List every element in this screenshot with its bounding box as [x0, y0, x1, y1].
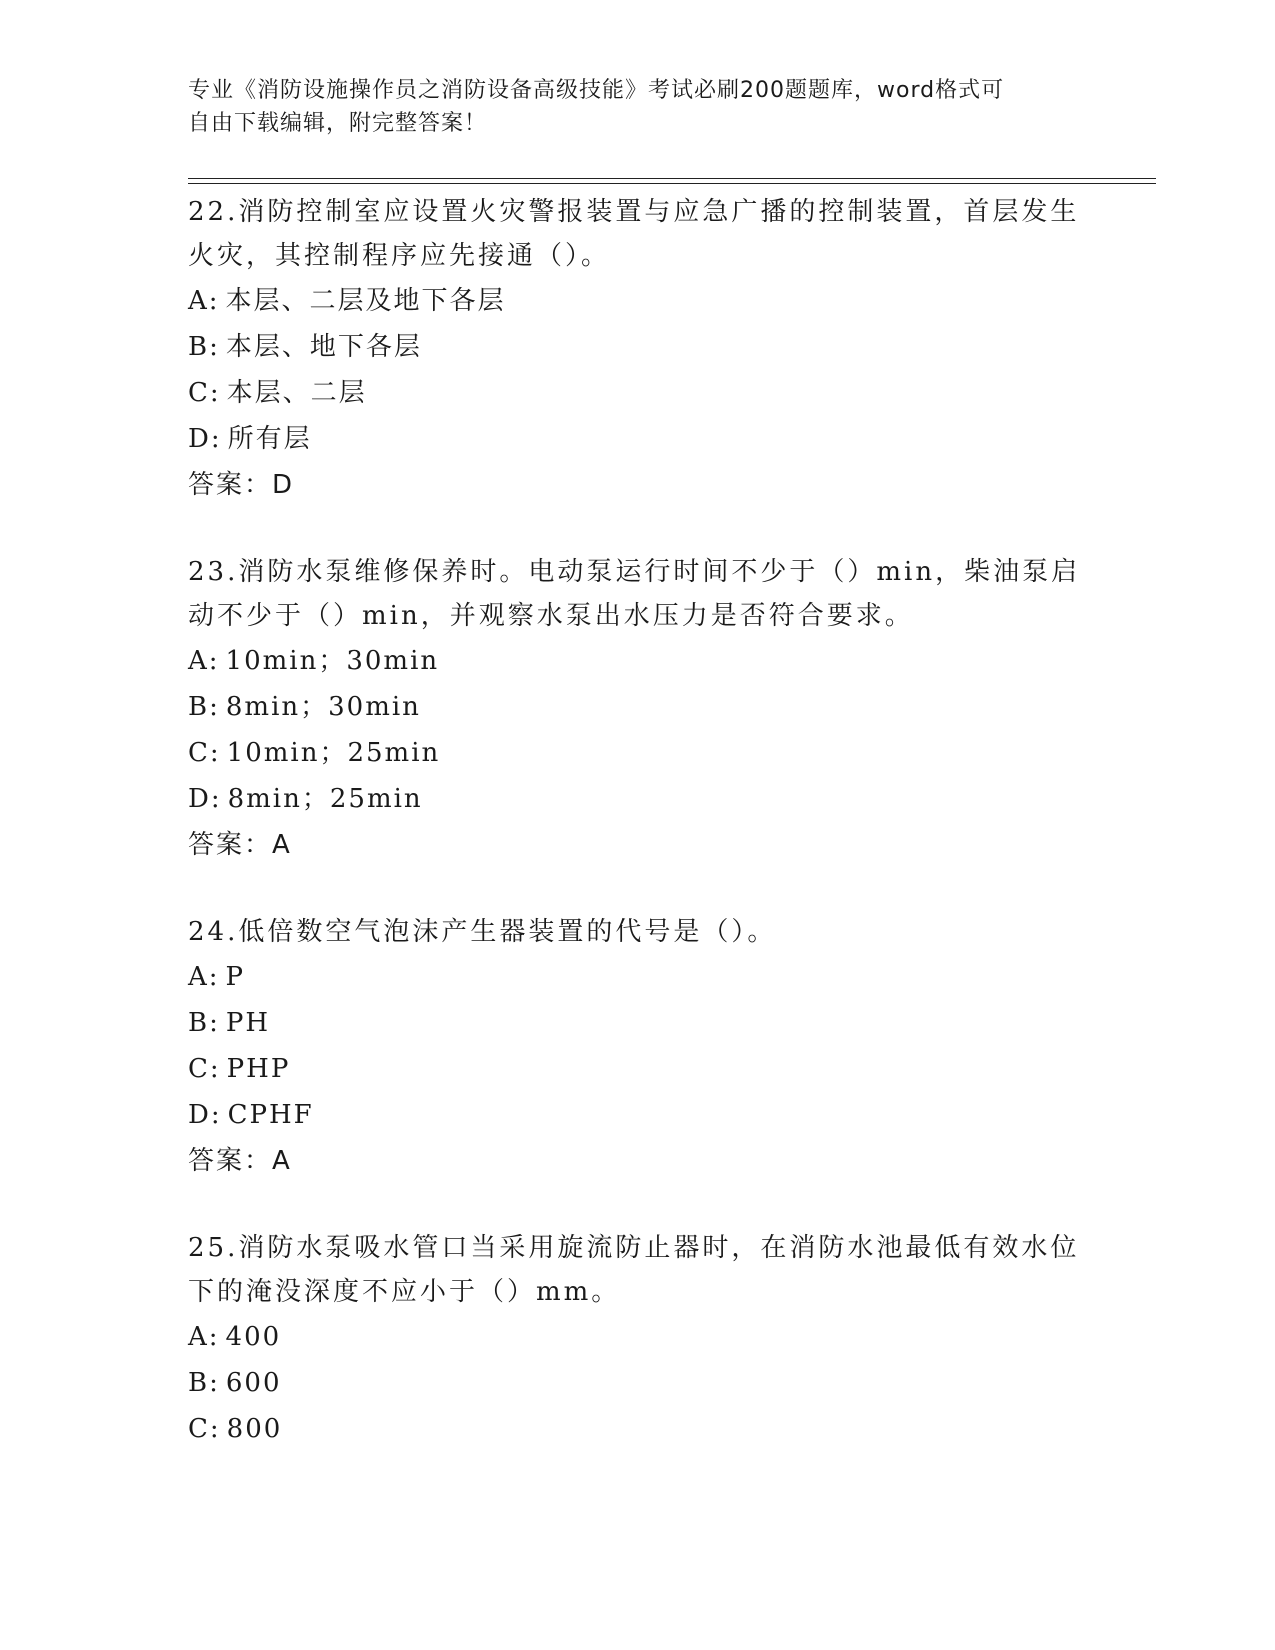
option-c	[188, 370, 1088, 416]
option-c	[188, 1406, 1088, 1452]
answer-line: 答案：A	[188, 1146, 292, 1176]
question-23	[188, 550, 1088, 868]
option-text: 本层、地下各层	[225, 332, 422, 362]
answer-line: 答案：A	[188, 830, 292, 860]
header-line-2: 自由下载编辑，附完整答案！	[188, 111, 488, 136]
option-label: B:	[188, 1368, 220, 1398]
option-label: B:	[188, 332, 220, 362]
question-stem-line: 动不少于（）min，并观察水泵出水压力是否符合要求。	[188, 601, 914, 631]
answer-line: 答案：D	[188, 470, 295, 500]
option-label: D:	[188, 424, 222, 454]
question-25	[188, 1226, 1088, 1452]
option-c	[188, 1046, 1088, 1092]
option-c	[188, 730, 1088, 776]
header-line-1: 专业《消防设施操作员之消防设备高级技能》考试必刷200题题库，word格式可	[188, 78, 1005, 103]
question-list	[188, 190, 1088, 1494]
option-label: B:	[188, 1008, 220, 1038]
option-a	[188, 954, 1088, 1000]
question-stem-line: 下的淹没深度不应小于（）mm。	[188, 1277, 621, 1307]
option-label: A:	[188, 962, 220, 992]
option-b	[188, 324, 1088, 370]
option-d	[188, 1092, 1088, 1138]
option-d	[188, 776, 1088, 822]
option-text: PHP	[226, 1054, 291, 1084]
question-stem-line: 22.消防控制室应设置火灾警报装置与应急广播的控制装置，首层发生	[188, 197, 1080, 227]
option-text: P	[225, 962, 246, 992]
option-text: 600	[225, 1368, 282, 1398]
option-label: C:	[188, 738, 221, 768]
option-b	[188, 684, 1088, 730]
option-text: 所有层	[227, 424, 312, 454]
option-text: 本层、二层	[226, 378, 367, 408]
option-text: 8min；25min	[227, 784, 423, 814]
option-text: 400	[225, 1322, 282, 1352]
option-label: D:	[188, 784, 222, 814]
option-text: PH	[225, 1008, 271, 1038]
document-header	[188, 74, 1088, 140]
option-text: 800	[226, 1414, 283, 1444]
option-label: C:	[188, 378, 221, 408]
option-text: 8min；30min	[225, 692, 421, 722]
option-a	[188, 1314, 1088, 1360]
option-text: 10min；25min	[226, 738, 441, 768]
question-stem-line: 25.消防水泵吸水管口当采用旋流防止器时，在消防水池最低有效水位	[188, 1233, 1080, 1263]
header-divider-bottom	[188, 183, 1156, 184]
option-label: C:	[188, 1414, 221, 1444]
option-b	[188, 1360, 1088, 1406]
question-stem-line: 24.低倍数空气泡沫产生器装置的代号是（）。	[188, 917, 777, 947]
option-label: C:	[188, 1054, 221, 1084]
option-label: D:	[188, 1100, 222, 1130]
question-stem-line: 23.消防水泵维修保养时。电动泵运行时间不少于（）min，柴油泵启	[188, 557, 1081, 587]
option-label: A:	[188, 286, 220, 316]
option-d	[188, 416, 1088, 462]
question-stem-line: 火灾，其控制程序应先接通（）。	[188, 241, 611, 271]
option-a	[188, 278, 1088, 324]
option-a	[188, 638, 1088, 684]
option-text: CPHF	[227, 1100, 314, 1130]
option-label: B:	[188, 692, 220, 722]
question-22	[188, 190, 1088, 508]
option-b	[188, 1000, 1088, 1046]
question-24	[188, 910, 1088, 1184]
option-text: 10min；30min	[225, 646, 440, 676]
option-text: 本层、二层及地下各层	[225, 286, 506, 316]
option-label: A:	[188, 646, 220, 676]
option-label: A:	[188, 1322, 220, 1352]
header-divider-top	[188, 178, 1156, 179]
